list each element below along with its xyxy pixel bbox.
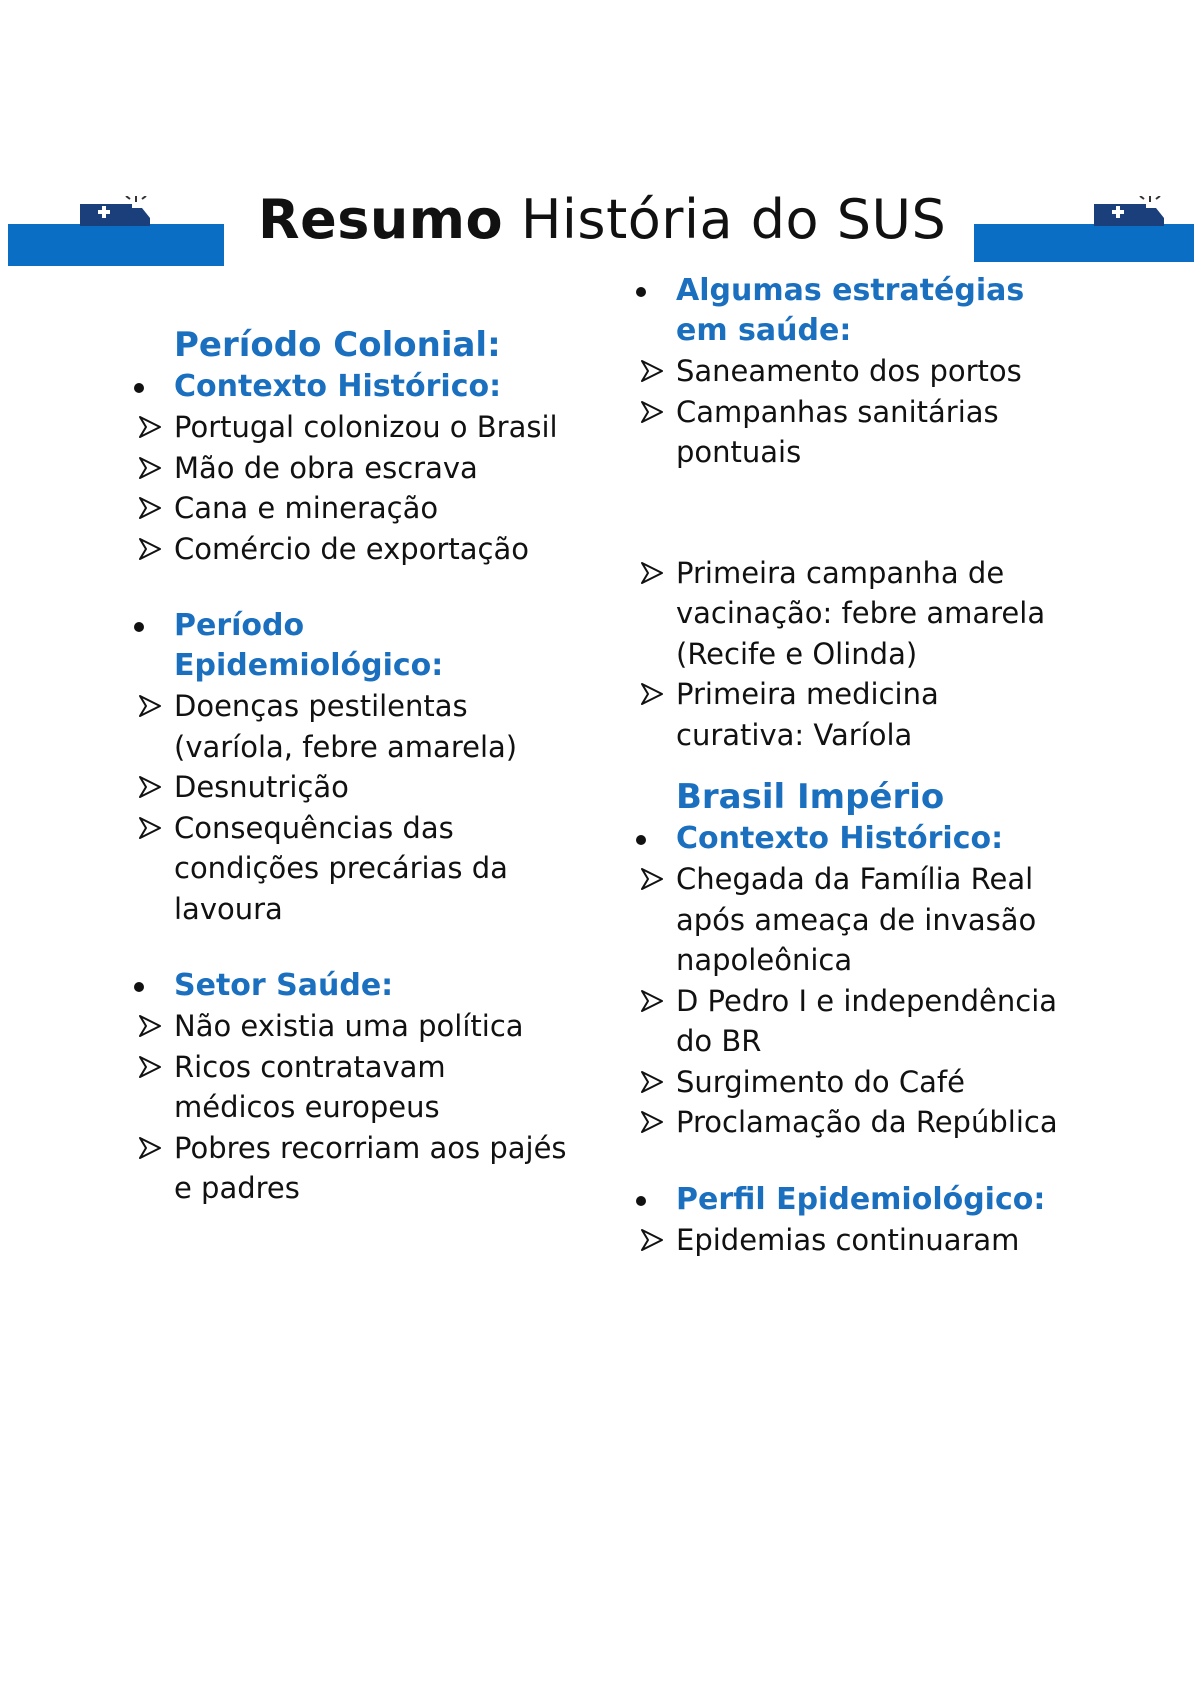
list-item-text: Desnutrição (174, 770, 349, 804)
list-item (630, 1062, 1070, 1103)
list-item-text: Pobres recorriam aos pajés e padres (174, 1130, 567, 1205)
section-title (630, 819, 1070, 859)
item-list (128, 686, 568, 929)
list-item (630, 351, 1070, 392)
list-item-text: Ricos contratavam médicos europeus (174, 1049, 446, 1124)
list-item-text: Cana e mineração (174, 491, 439, 525)
item-list (630, 553, 1070, 756)
list-item-text: Mão de obra escrava (174, 450, 478, 485)
bullet-dot-icon (134, 622, 144, 632)
page-title (258, 188, 946, 252)
list-item-text: Campanhas sanitárias pontuais (676, 394, 999, 469)
list-item-text: Saneamento dos portos (676, 354, 1022, 388)
list-item-text: Comércio de exportação (174, 531, 529, 566)
ambulance-icon (78, 196, 154, 230)
section-title-text: Setor Saúde: (174, 968, 394, 1003)
list-item (128, 808, 568, 930)
header-bar-left (8, 224, 224, 266)
list-item (630, 392, 1070, 473)
arrow-bullet-icon (138, 1014, 162, 1038)
section-title (630, 271, 1070, 351)
arrow-bullet-icon (640, 867, 664, 891)
list-item-text: Portugal colonizou o Brasil (174, 410, 558, 444)
section-heading-brasil-imperio: Brasil Império (676, 777, 945, 817)
list-item (128, 1128, 568, 1209)
section-title-text: Algumas estratégias em saúde: (676, 273, 1025, 348)
ambulance-icon (1092, 196, 1168, 230)
section-title-text: Contexto Histórico: (676, 821, 1004, 856)
list-item-text: Não existia uma política (174, 1009, 524, 1043)
list-item (630, 553, 1070, 675)
list-item-text: Doenças pestilentas (varíola, febre amarela) (174, 689, 518, 764)
list-item (630, 674, 1070, 755)
right-column (630, 271, 1070, 1260)
section-heading-periodo-colonial: Período Colonial: (174, 325, 501, 365)
arrow-bullet-icon (138, 775, 162, 799)
section-title-text: Período Epidemiológico: (174, 608, 444, 683)
section (128, 606, 568, 929)
list-item-text: Primeira campanha de vacinação: febre amarela (Recife e Olinda) (676, 555, 1046, 671)
list-item-text: Proclamação da República (676, 1105, 1058, 1139)
list-item (128, 686, 568, 767)
arrow-bullet-icon (138, 816, 162, 840)
list-item-text: D Pedro I e independência do BR (676, 983, 1058, 1058)
list-item (128, 407, 568, 448)
title-rest: História do SUS (503, 188, 947, 251)
arrow-bullet-icon (138, 496, 162, 520)
item-list (128, 1006, 568, 1209)
section (630, 1180, 1070, 1261)
item-list (630, 1220, 1070, 1261)
arrow-bullet-icon (138, 415, 162, 439)
section (630, 271, 1070, 473)
left-column (128, 323, 568, 1209)
item-list (630, 859, 1070, 1143)
list-item-text: Primeira medicina curativa: Varíola (676, 677, 939, 752)
list-item (128, 448, 568, 489)
bullet-dot-icon (134, 982, 144, 992)
list-item-text: Surgimento do Café (676, 1064, 965, 1099)
section-title (630, 1180, 1070, 1220)
arrow-bullet-icon (138, 537, 162, 561)
section-title (128, 367, 568, 407)
arrow-bullet-icon (640, 682, 664, 706)
arrow-bullet-icon (138, 1055, 162, 1079)
arrow-bullet-icon (640, 1228, 664, 1252)
arrow-bullet-icon (640, 561, 664, 585)
bullet-dot-icon (636, 835, 646, 845)
section-title (128, 966, 568, 1006)
bullet-dot-icon (636, 1196, 646, 1206)
item-list (630, 351, 1070, 473)
section (128, 367, 568, 569)
section-title-text: Contexto Histórico: (174, 369, 502, 404)
list-item (630, 859, 1070, 981)
list-item (630, 1102, 1070, 1143)
list-item (630, 1220, 1070, 1261)
item-list (128, 407, 568, 569)
list-item (128, 529, 568, 570)
list-item (128, 767, 568, 808)
bullet-dot-icon (636, 287, 646, 297)
arrow-bullet-icon (640, 1070, 664, 1094)
section (630, 819, 1070, 1143)
section (128, 966, 568, 1209)
section-title (128, 606, 568, 686)
arrow-bullet-icon (640, 359, 664, 383)
list-item-text: Chegada da Família Real após ameaça de invasão napoleônica (676, 862, 1037, 977)
list-item (630, 981, 1070, 1062)
list-item (128, 1006, 568, 1047)
list-item-text: Consequências das condições precárias da lavoura (174, 810, 508, 926)
section-title-text: Perfil Epidemiológico: (676, 1181, 1046, 1217)
arrow-bullet-icon (138, 456, 162, 480)
arrow-bullet-icon (640, 989, 664, 1013)
title-bold: Resumo (258, 188, 504, 251)
arrow-bullet-icon (640, 400, 664, 424)
list-item-text: Epidemias continuaram (676, 1222, 1020, 1257)
arrow-bullet-icon (138, 694, 162, 718)
bullet-dot-icon (134, 383, 144, 393)
list-item (128, 488, 568, 529)
arrow-bullet-icon (640, 1110, 664, 1134)
list-item (128, 1047, 568, 1128)
arrow-bullet-icon (138, 1136, 162, 1160)
